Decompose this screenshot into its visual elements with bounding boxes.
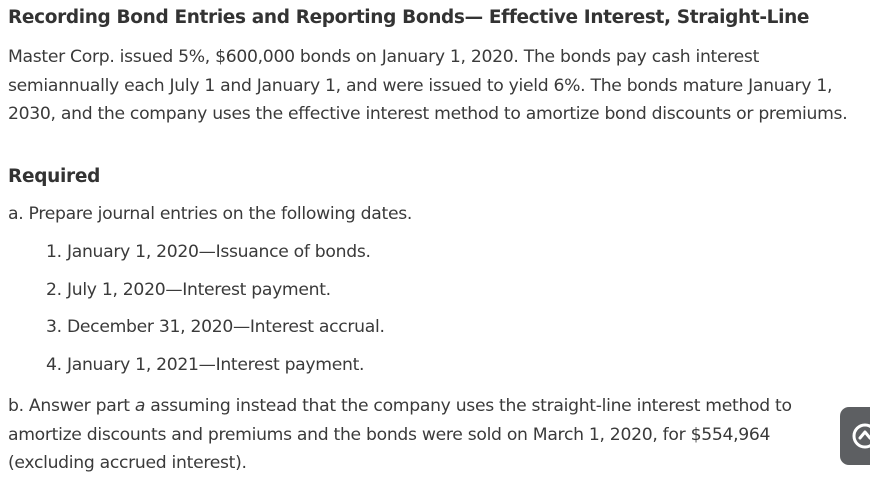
problem-intro: Master Corp. issued 5%, $600,000 bonds on January 1, 2020. The bonds pay cash interest semiannually each July 1 and January 1, and were issued to yield 6%. The bonds mature January 1, 2030, and the company uses the effective interest method to amortize bond discounts or premiums.	[8, 47, 848, 124]
part-b-suffix: assuming instead that the company uses the straight-line interest method to amortize discounts and premiums and the bonds were sold on March 1, 2020, for $554,964 (excluding accrued interest).	[8, 396, 792, 473]
scroll-to-top-button[interactable]	[840, 407, 870, 465]
list-item: 3. December 31, 2020—Interest accrual.	[46, 317, 385, 337]
part-b-prefix: b. Answer part	[8, 396, 135, 416]
problem-title: Recording Bond Entries and Reporting Bonds— Effective Interest, Straight-Line	[8, 7, 810, 28]
arrow-up-icon	[852, 423, 870, 449]
list-item: 2. July 1, 2020—Interest payment.	[46, 280, 331, 300]
list-item: 4. January 1, 2021—Interest payment.	[46, 355, 365, 375]
list-item: 1. January 1, 2020—Issuance of bonds.	[46, 242, 371, 262]
part-a-instruction: a. Prepare journal entries on the following dates.	[8, 204, 413, 224]
part-b-instruction	[8, 392, 838, 478]
part-b-emphasis: a	[134, 396, 146, 416]
required-heading: Required	[8, 166, 101, 187]
